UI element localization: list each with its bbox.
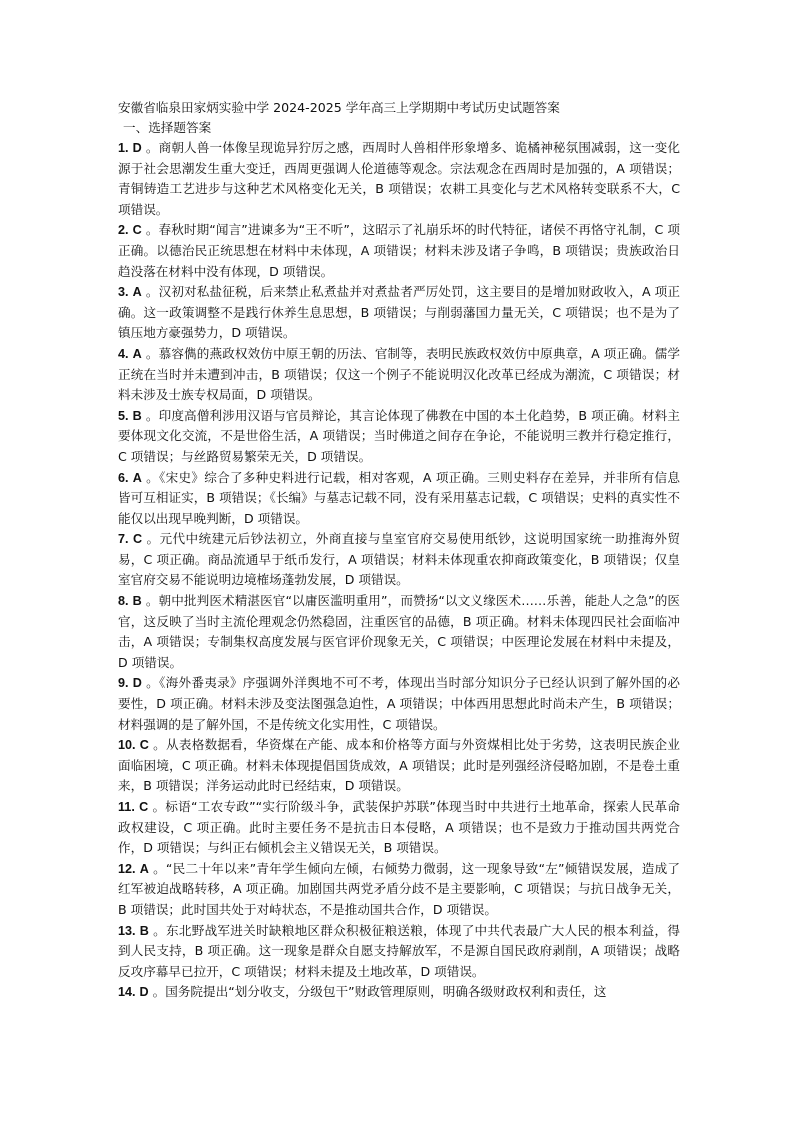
answer-item [118, 282, 680, 344]
question-number: 8. [118, 594, 129, 609]
answer-explanation: 。“民二十年以来”青年学生倾向左倾，右倾势力微弱，这一现象导致“左”倾错误发展，造成了红军被迫战略转移，A 项正确。加剧国共两党矛盾分歧不是主要影响，C 项错误；与抗日战争无关，B 项错误；此时国共处于对峙状态，不是推动国共合作，D 项错误。 [118, 860, 680, 917]
answer-item [118, 859, 680, 921]
answer-explanation: 。《海外番夷录》序强调外洋舆地不可不考，体现出当时部分知识分子已经认识到了解外国的必要性，D 项正确。材料未涉及变法图强急迫性，A 项错误；中体西用思想此时尚未产生，B 项错误；材料强调的是了解外国，不是传统文化实用性，C 项错误。 [118, 675, 680, 732]
answer-choice: A [132, 346, 142, 361]
question-number: 14. [118, 985, 136, 1000]
answer-choice: D [139, 985, 149, 1000]
answer-explanation: 。标语“工农专政”“实行阶级斗争，武装保护苏联”体现当时中共进行土地革命，探索人民革命政权建设，C 项正确。此时主要任务不是抗击日本侵略，A 项错误；也不是致力于推动国共两党合作，D 项错误；与纠正右倾机会主义错误无关，B 项错误。 [118, 799, 680, 856]
answer-item [118, 529, 680, 591]
answer-explanation: 。《宋史》综合了多种史料进行记载，相对客观，A 项正确。三则史料存在差异，并非所有信息皆可互相证实，B 项错误；《长编》与墓志记载不同，没有采用墓志记载，C 项错误；史料的真实性不能仅以出现早晚判断，D 项错误。 [118, 469, 680, 526]
question-number: 9. [118, 676, 129, 691]
answer-item [118, 797, 680, 859]
question-number: 10. [118, 738, 136, 753]
question-number: 1. [118, 141, 129, 155]
answer-explanation: 。从表格数据看，华资煤在产能、成本和价格等方面与外资煤相比处于劣势，这表明民族企业面临困境，C 项正确。材料未体现提倡国货成效，A 项错误；此时是列强经济侵略加剧，不是卷土重来，B 项错误；洋务运动此时已经结束，D 项错误。 [118, 737, 680, 794]
answer-explanation: 。国务院提出“划分收支，分级包干”财政管理原则，明确各级财政权利和责任，这 [148, 984, 607, 1000]
answer-explanation: 。春秋时期“闻言”进谏多为“王不听”，这昭示了礼崩乐坏的时代特征，诸侯不再恪守礼制，C 项正确。以德治民正统思想在材料中未体现，A 项错误；材料未涉及诸子争鸣，B 项错误；贵族政治日趋没落在材料中没有体现，D 项错误。 [118, 222, 680, 279]
answer-explanation: 。东北野战军进关时缺粮地区群众积极征粮送粮，体现了中共代表最广大人民的根本利益，得到人民支持，B 项正确。这一现象是群众自愿支持解放军，不是源自国民政府剥削，A 项错误；战略反攻序幕早已拉开，C 项错误；材料未提及土地改革，D 项错误。 [118, 922, 680, 979]
section-heading: 一、选择题答案 [123, 120, 212, 135]
answer-choice: C [139, 738, 149, 753]
document-title: 安徽省临泉田家炳实验中学 2024-2025 学年高三上学期期中考试历史试题答案 [118, 100, 560, 115]
answer-item [118, 735, 680, 797]
answer-explanation: 。元代中统建元后钞法初立，外商直接与皇室官府交易使用纸钞，这说明国家统一助推海外贸易，C 项正确。商品流通早于纸币发行，A 项错误；材料未体现重农抑商政策变化，B 项错误；仅皇室官府交易不能说明边境榷场蓬勃发展，D 项错误。 [118, 531, 680, 588]
answer-explanation: 。慕容儁的燕政权效仿中原王朝的历法、官制等，表明民族政权效仿中原典章，A 项正确。儒学正统在当时并未遭到冲击，B 项错误；仅这一个例子不能说明汉化改革已经成为潮流，C 项错误；材料未涉及士族专权局面，D 项错误。 [118, 345, 680, 403]
answer-item [118, 921, 680, 983]
answer-item [118, 220, 680, 282]
answer-choice: A [139, 861, 149, 876]
question-number: 11. [118, 800, 135, 814]
answer-choice: D [132, 676, 142, 691]
question-number: 13. [118, 923, 136, 938]
answer-explanation: 。汉初对私盐征税，后来禁止私煮盐并对煮盐者严厉处罚，这主要目的是增加财政收入，A 项正确。这一政策调整不是践行休养生息思想，B 项错误；与削弱藩国力量无关，C 项错误；也不是为了镇压地方豪强势力，D 项错误。 [118, 284, 680, 341]
answer-choice: B [132, 594, 142, 609]
answer-choice: C [132, 532, 143, 547]
answer-explanation: 。印度高僧利涉用汉语与官员辩论，其言论体现了佛教在中国的本土化趋势，B 项正确。材料主要体现文化交流，不是世俗生活，A 项错误；当时佛道之间存在争论，不能说明三教并行稳定推行，C 项错误；与丝路贸易繁荣无关，D 项错误。 [118, 407, 680, 464]
answer-explanation: 。商朝人兽一体像呈现诡异狞厉之感，西周时人兽相伴形象增多、诡橘神秘氛围减弱，这一变化源于社会思潮发生重大变迁，西周更强调人伦道德等观念。宗法观念在西周时是加强的，A 项错误；青铜铸造工艺进步与这种艺术风格变化无关，B 项错误；农耕工具变化与艺术风格转变联系不大，C 项错误。 [118, 140, 680, 217]
answer-explanation: 。朝中批判医术精湛医官“以庸医滥明重用”，而赞扬“以文义缘医术……乐善，能赴人之急”的医官，这反映了当时主流伦理观念仍然稳固，注重医官的品德，B 项正确。材料未体现四民社会面临冲击，A 项错误；专制集权高度发展与医官评价现象无关，C 项错误；中医理论发展在材料中未提及，D 项错误。 [118, 593, 680, 670]
answer-item [118, 673, 680, 735]
document-page [118, 98, 680, 1003]
answer-choice: B [139, 923, 149, 938]
answer-item [118, 468, 680, 530]
question-number: 4. [118, 346, 129, 361]
answer-item [118, 982, 680, 1003]
question-number: 5. [118, 408, 129, 423]
answer-item [118, 591, 680, 673]
question-number: 12. [118, 861, 136, 876]
answer-choice: B [132, 408, 142, 423]
answer-choice: C [132, 223, 142, 238]
question-number: 7. [118, 532, 129, 547]
answer-item [118, 406, 680, 468]
answer-item [118, 138, 680, 220]
question-number: 6. [118, 470, 129, 485]
question-number: 3. [118, 285, 129, 300]
question-number: 2. [118, 223, 129, 238]
answer-list [118, 138, 680, 1003]
answer-choice: D [132, 141, 142, 155]
answer-choice: A [132, 285, 142, 300]
answer-choice: C [139, 800, 149, 814]
answer-choice: A [132, 470, 142, 485]
answer-item [118, 344, 680, 406]
